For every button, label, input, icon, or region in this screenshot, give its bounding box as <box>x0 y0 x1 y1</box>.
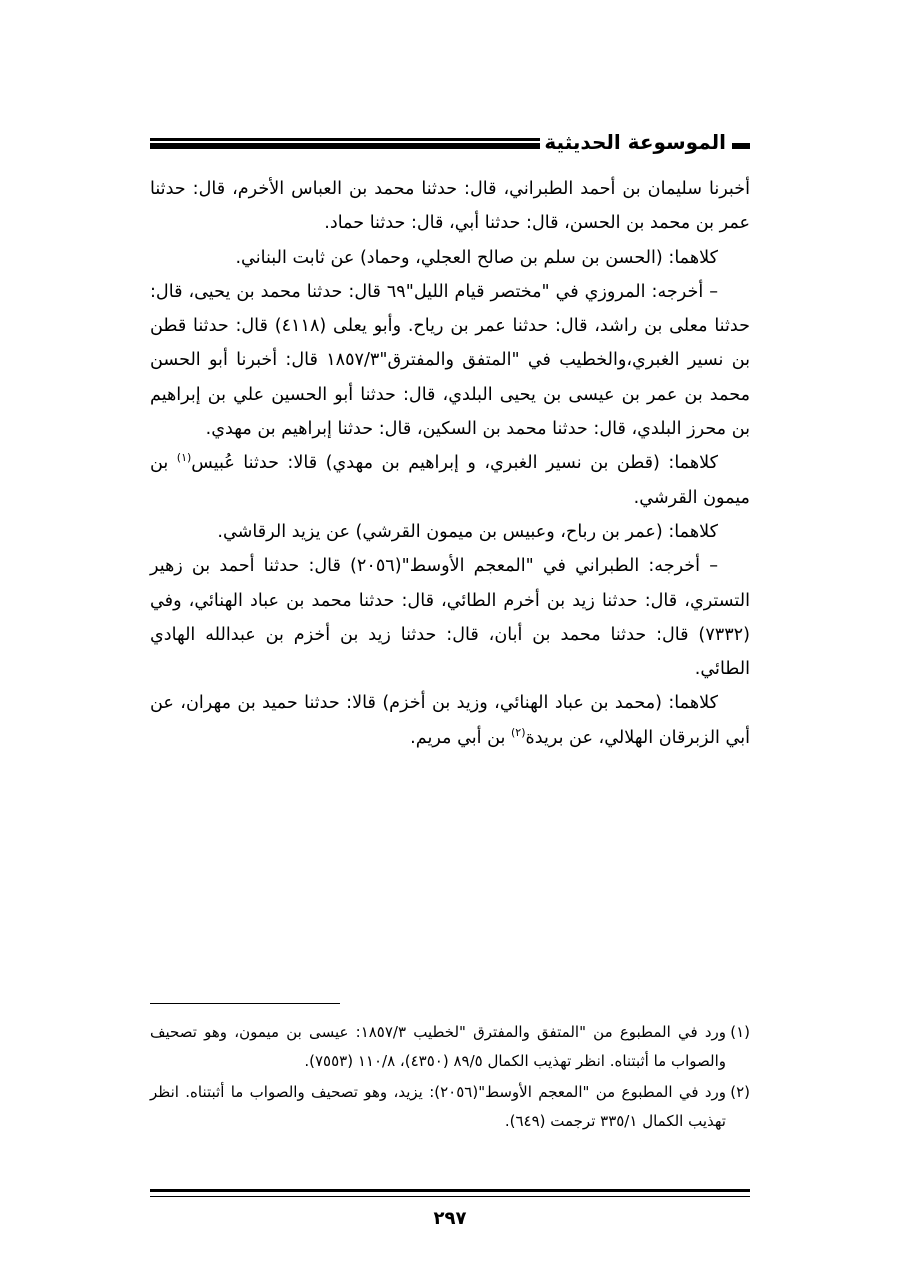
paragraph-4-tail: بن ميمون القرشي. <box>150 453 750 508</box>
footnote-number: (١) <box>730 1023 750 1041</box>
paragraph-4 <box>150 446 750 515</box>
footnote-number: (٢) <box>730 1083 750 1101</box>
paragraph-4-text: كلاهما: (قطن بن نسير الغبري، و إبراهيم بن مهدي) قالا: حدثنا عُبيس <box>191 453 718 474</box>
document-page <box>150 0 750 1274</box>
paragraph-3: – أخرجه: المروزي في "مختصر قيام الليل"٦٩ قال: حدثنا محمد بن يحيى، قال: حدثنا معلى بن راشد، قال: حدثنا عمر بن رياح. وأبو يعلى (٤١١٨) قال: حدثنا قطن بن نسير الغبري،والخطيب في "المتفق والمفترق"١٨٥٧/٣ قال: أخبرنا أبو الحسن محمد بن عمر بن عيسى بن يحيى البلدي، قال: حدثنا أبو الحسين علي بن إبراهيم بن محرز البلدي، قال: حدثنا محمد بن السكين، قال: حدثنا إبراهيم بن مهدي. <box>150 281 750 440</box>
footnote-text: ورد في المطبوع من "المعجم الأوسط"(٢٠٥٦): يزيد، وهو تصحيف والصواب ما أثبتناه. انظر تهذيب الكمال ٣٣٥/١ ترجمت (٦٤٩). <box>150 1083 726 1130</box>
footer-rule-thick <box>150 1189 750 1192</box>
running-header <box>150 126 750 158</box>
header-title: الموسوعة الحديثية <box>540 128 730 156</box>
footnote-ref-2[interactable]: (٢) <box>511 725 526 739</box>
footnote-ref-1[interactable]: (١) <box>176 451 192 465</box>
header-rule-right <box>732 143 750 149</box>
footnote-2 <box>150 1078 750 1136</box>
paragraph-7-tail: بن أبي مريم. <box>410 727 511 748</box>
page-number: ٢٩٧ <box>433 1208 467 1229</box>
footnotes <box>150 1018 750 1138</box>
header-rule-left-thick <box>150 143 545 149</box>
paragraph-7 <box>150 686 750 755</box>
footnote-separator <box>150 1003 340 1004</box>
footer-rule-thin <box>150 1196 750 1197</box>
paragraph-5: كلاهما: (عمر بن رباح، وعبيس بن ميمون القرشي) عن يزيد الرقاشي. <box>217 521 718 542</box>
main-text <box>150 172 750 755</box>
paragraph-1: أخبرنا سليمان بن أحمد الطبراني، قال: حدثنا محمد بن العباس الأخرم، قال: حدثنا عمر بن محمد بن الحسن، قال: حدثنا أبي، قال: حدثنا حماد. <box>150 179 750 234</box>
paragraph-2: كلاهما: (الحسن بن سلم بن صالح العجلي، وحماد) عن ثابت البناني. <box>235 247 718 268</box>
footnote-1 <box>150 1018 750 1076</box>
footnote-text: ورد في المطبوع من "المتفق والمفترق "لخطيب ١٨٥٧/٣: عيسى بن ميمون، وهو تصحيف والصواب ما أثبتناه. انظر تهذيب الكمال ٨٩/٥ (٤٣٥٠)، ١١٠/٨ (٧٥٥٣). <box>150 1023 727 1070</box>
header-rule-left-thin <box>150 138 545 141</box>
paragraph-7-text: كلاهما: (محمد بن عباد الهنائي، وزيد بن أخزم) قالا: حدثنا حميد بن مهران، عن أبي الزبرقان الهلالي، عن بريدة <box>150 693 750 748</box>
paragraph-6: – أخرجه: الطبراني في "المعجم الأوسط"(٢٠٥٦) قال: حدثنا أحمد بن زهير التستري، قال: حدثنا زيد بن أخرم الطائي، قال: حدثنا محمد بن عباد الهنائي، وفي (٧٣٣٢) قال: حدثنا محمد بن أبان، قال: حدثنا زيد بن أخزم بن عبدالله الهادي الطائي. <box>150 556 750 680</box>
